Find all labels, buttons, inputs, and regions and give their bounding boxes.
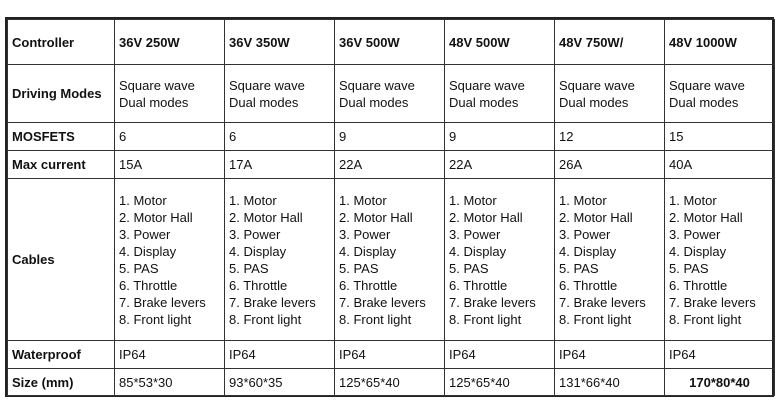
size-cell: 93*60*35 [225,369,335,396]
cable-item: 3. Power [339,226,391,242]
cable-item: 2. Motor Hall [449,209,523,225]
cable-item: 4. Display [669,243,727,259]
size-row [8,369,775,396]
max-current-row [8,151,775,179]
cable-list [669,192,770,328]
header-col-5: 48V 750W/ [555,20,665,65]
cable-item: 6. Throttle [449,277,508,293]
driving-modes-cell [665,65,775,123]
cable-item: 1. Motor [119,192,167,208]
waterproof-cell: IP64 [665,341,775,369]
header-label: Controller [8,20,115,65]
cable-item: 3. Power [449,226,501,242]
driving-modes-cell [555,65,665,123]
cable-item: 7. Brake levers [119,294,206,310]
cable-item: 3. Power [119,226,171,242]
mode-line: Square wave [229,77,305,93]
spec-table-frame [5,17,774,397]
cable-item: 6. Throttle [119,277,178,293]
cable-item: 6. Throttle [339,277,398,293]
mode-line: Dual modes [559,94,629,110]
cables-cell [115,179,225,341]
cable-item: 5. PAS [449,260,489,276]
cable-item: 3. Power [229,226,281,242]
cable-item: 6. Throttle [559,277,618,293]
mode-line: Square wave [559,77,635,93]
mosfets-cell: 12 [555,123,665,151]
cables-cell [445,179,555,341]
waterproof-cell: IP64 [555,341,665,369]
max-current-cell: 26A [555,151,665,179]
driving-modes-cell [445,65,555,123]
cable-item: 7. Brake levers [339,294,426,310]
cable-item: 6. Throttle [229,277,288,293]
size-label: Size (mm) [8,369,115,396]
cable-item: 2. Motor Hall [119,209,193,225]
cable-list [449,192,550,328]
mosfets-row [8,123,775,151]
cable-item: 7. Brake levers [229,294,316,310]
controller-spec-table [7,19,775,396]
mode-line: Dual modes [119,94,189,110]
driving-modes-cell [225,65,335,123]
size-cell: 125*65*40 [445,369,555,396]
driving-modes-cell [335,65,445,123]
cable-item: 7. Brake levers [559,294,646,310]
cable-list [559,192,660,328]
mode-line: Dual modes [339,94,409,110]
cable-item: 3. Power [559,226,611,242]
cable-item: 7. Brake levers [669,294,756,310]
cable-item: 4. Display [119,243,177,259]
waterproof-cell: IP64 [115,341,225,369]
cables-cell [335,179,445,341]
max-current-label: Max current [8,151,115,179]
mosfets-cell: 6 [115,123,225,151]
driving-modes-cell [115,65,225,123]
cable-item: 8. Front light [669,311,742,327]
cable-item: 3. Power [669,226,721,242]
cables-cell [665,179,775,341]
max-current-cell: 17A [225,151,335,179]
header-col-6: 48V 1000W [665,20,775,65]
mode-line: Dual modes [669,94,739,110]
header-col-3: 36V 500W [335,20,445,65]
cable-item: 4. Display [559,243,617,259]
mosfets-cell: 9 [445,123,555,151]
mosfets-cell: 9 [335,123,445,151]
max-current-cell: 15A [115,151,225,179]
cable-item: 2. Motor Hall [229,209,303,225]
waterproof-row [8,341,775,369]
waterproof-cell: IP64 [225,341,335,369]
max-current-cell: 22A [445,151,555,179]
driving-modes-row [8,65,775,123]
cable-item: 5. PAS [229,260,269,276]
header-row [8,20,775,65]
header-col-1: 36V 250W [115,20,225,65]
cable-item: 8. Front light [449,311,522,327]
size-cell: 125*65*40 [335,369,445,396]
cable-item: 6. Throttle [669,277,728,293]
cable-item: 1. Motor [449,192,497,208]
max-current-cell: 22A [335,151,445,179]
max-current-cell: 40A [665,151,775,179]
size-cell: 85*53*30 [115,369,225,396]
cable-item: 8. Front light [119,311,192,327]
size-cell: 131*66*40 [555,369,665,396]
cable-item: 5. PAS [339,260,379,276]
cable-item: 5. PAS [559,260,599,276]
cable-item: 4. Display [229,243,287,259]
driving-modes-label: Driving Modes [8,65,115,123]
mosfets-label: MOSFETS [8,123,115,151]
cables-cell [555,179,665,341]
mode-line: Dual modes [449,94,519,110]
cable-item: 1. Motor [229,192,277,208]
mosfets-cell: 6 [225,123,335,151]
cable-item: 1. Motor [559,192,607,208]
cable-item: 7. Brake levers [449,294,536,310]
cable-item: 4. Display [449,243,507,259]
cable-item: 8. Front light [229,311,302,327]
cable-item: 5. PAS [669,260,709,276]
mode-line: Square wave [449,77,525,93]
mode-line: Dual modes [229,94,299,110]
cable-item: 1. Motor [669,192,717,208]
waterproof-label: Waterproof [8,341,115,369]
mode-line: Square wave [669,77,745,93]
cable-item: 4. Display [339,243,397,259]
waterproof-cell: IP64 [445,341,555,369]
cable-list [119,192,220,328]
mode-line: Square wave [119,77,195,93]
header-col-2: 36V 350W [225,20,335,65]
cable-item: 2. Motor Hall [559,209,633,225]
cable-item: 8. Front light [339,311,412,327]
cable-item: 2. Motor Hall [669,209,743,225]
cables-row [8,179,775,341]
cables-cell [225,179,335,341]
cable-item: 8. Front light [559,311,632,327]
cable-item: 5. PAS [119,260,159,276]
cable-list [339,192,440,328]
cable-item: 2. Motor Hall [339,209,413,225]
cables-label: Cables [8,179,115,341]
mosfets-cell: 15 [665,123,775,151]
header-col-4: 48V 500W [445,20,555,65]
waterproof-cell: IP64 [335,341,445,369]
mode-line: Square wave [339,77,415,93]
cable-list [229,192,330,328]
cable-item: 1. Motor [339,192,387,208]
size-cell: 170*80*40 [665,369,775,396]
